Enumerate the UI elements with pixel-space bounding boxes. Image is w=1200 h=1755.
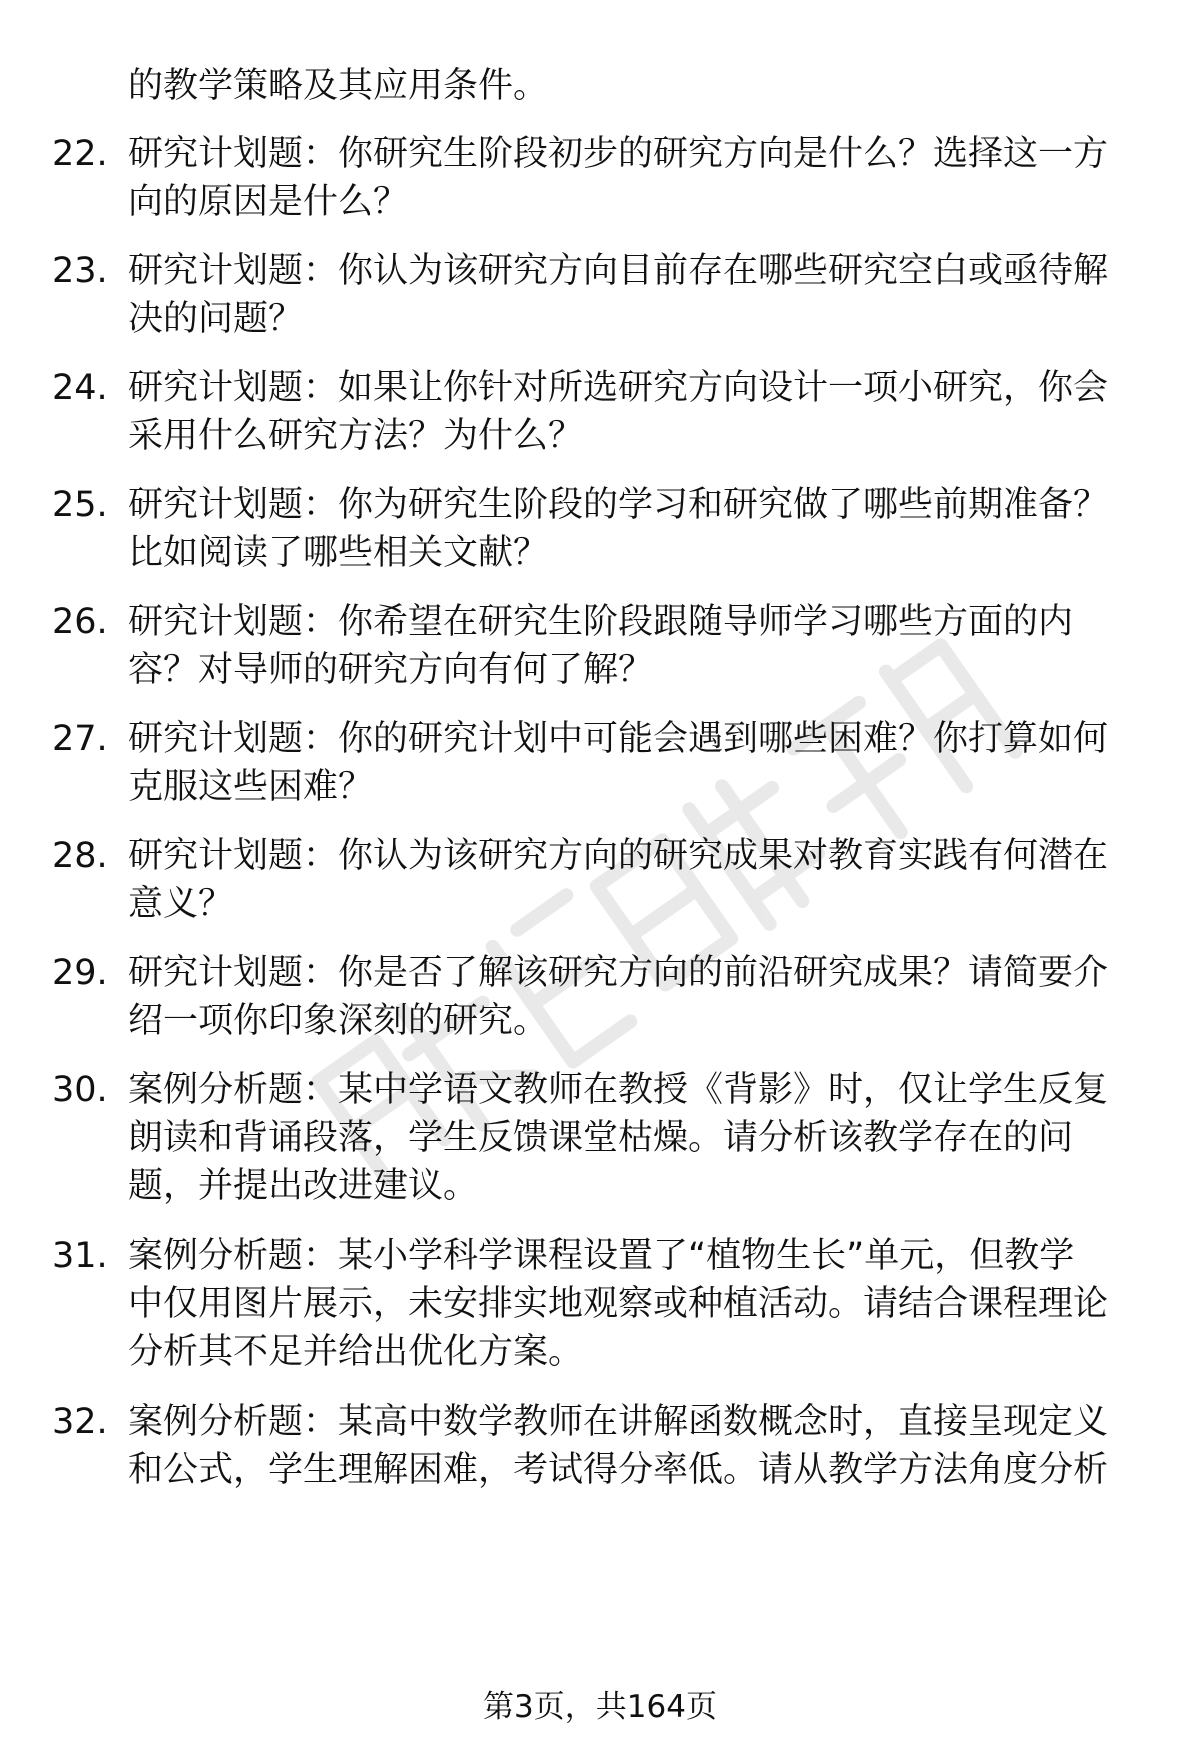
item-number: 24. <box>52 368 108 408</box>
item-text-line: 采用什么研究方法？为什么？ <box>128 416 584 456</box>
item-text-line: 研究计划题：你认为该研究方向目前存在哪些研究空白或亟待解 <box>128 251 1109 291</box>
item-number: 25. <box>52 485 108 525</box>
list-item <box>52 832 1142 928</box>
item-number: 30. <box>52 1070 108 1110</box>
item-number: 26. <box>52 602 108 642</box>
item-text-line: 题，并提出改进建议。 <box>128 1166 479 1206</box>
page-footer: 第3页，共164页 <box>483 1689 717 1725</box>
list-item <box>52 1398 1142 1494</box>
item-text-line: 案例分析题：某高中数学教师在讲解函数概念时，直接呈现定义 <box>128 1402 1109 1442</box>
item-text-line: 比如阅读了哪些相关文献？ <box>128 533 549 573</box>
item-text <box>128 949 1142 1045</box>
item-text-line: 研究计划题：你研究生阶段初步的研究方向是什么？选择这一方 <box>128 134 1109 174</box>
item-text <box>128 832 1142 928</box>
list-item <box>52 598 1142 694</box>
item-number: 23. <box>52 251 108 291</box>
item-number: 31. <box>52 1236 108 1276</box>
item-number: 27. <box>52 719 108 759</box>
item-text-line: 决的问题？ <box>128 299 304 339</box>
item-text-line: 研究计划题：你的研究计划中可能会遇到哪些困难？你打算如何 <box>128 719 1109 759</box>
list-item <box>52 130 1142 226</box>
item-text-line: 案例分析题：某中学语文教师在教授《背影》时，仅让学生反复 <box>128 1070 1109 1110</box>
item-number: 28. <box>52 836 108 876</box>
list-item <box>52 481 1142 577</box>
item-text <box>128 364 1142 460</box>
item-text-line: 向的原因是什么？ <box>128 182 409 222</box>
item-number: 22. <box>52 134 108 174</box>
item-text <box>128 715 1142 811</box>
item-text <box>128 247 1142 343</box>
item-text-line: 容？对导师的研究方向有何了解？ <box>128 650 654 690</box>
list-item <box>52 1232 1142 1376</box>
list-item <box>52 715 1142 811</box>
item-text-line: 分析其不足并给出优化方案。 <box>128 1332 584 1372</box>
item-text-line: 案例分析题：某小学科学课程设置了“植物生长”单元，但教学 <box>128 1236 1075 1276</box>
item-text-line: 朗读和背诵段落，学生反馈课堂枯燥。请分析该教学存在的问 <box>128 1118 1074 1158</box>
item-text-line: 研究计划题：你是否了解该研究方向的前沿研究成果？请简要介 <box>128 953 1109 993</box>
list-item <box>52 364 1142 460</box>
continued-text-line: 的教学策略及其应用条件。 <box>128 66 549 106</box>
list-item <box>52 1066 1142 1210</box>
item-number: 32. <box>52 1402 108 1442</box>
item-text-line: 研究计划题：你希望在研究生阶段跟随导师学习哪些方面的内 <box>128 602 1074 642</box>
item-text <box>128 481 1142 577</box>
item-text-line: 意义？ <box>128 884 234 924</box>
item-text <box>128 1398 1142 1494</box>
item-text-line: 研究计划题：如果让你针对所选研究方向设计一项小研究，你会 <box>128 368 1109 408</box>
list-item <box>52 949 1142 1045</box>
item-text-line: 和公式，学生理解困难，考试得分率低。请从教学方法角度分析 <box>128 1450 1109 1490</box>
item-text-line: 研究计划题：你为研究生阶段的学习和研究做了哪些前期准备？ <box>128 485 1109 525</box>
item-text-line: 中仅用图片展示，未安排实地观察或种植活动。请结合课程理论 <box>128 1284 1109 1324</box>
item-text-line: 研究计划题：你认为该研究方向的研究成果对教育实践有何潜在 <box>128 836 1109 876</box>
item-number: 29. <box>52 953 108 993</box>
list-item <box>52 247 1142 343</box>
item-text-line: 绍一项你印象深刻的研究。 <box>128 1001 549 1041</box>
item-text <box>128 1232 1142 1376</box>
item-text <box>128 1066 1142 1210</box>
item-text-line: 克服这些困难？ <box>128 767 374 807</box>
item-text <box>128 598 1142 694</box>
item-text <box>128 130 1142 226</box>
